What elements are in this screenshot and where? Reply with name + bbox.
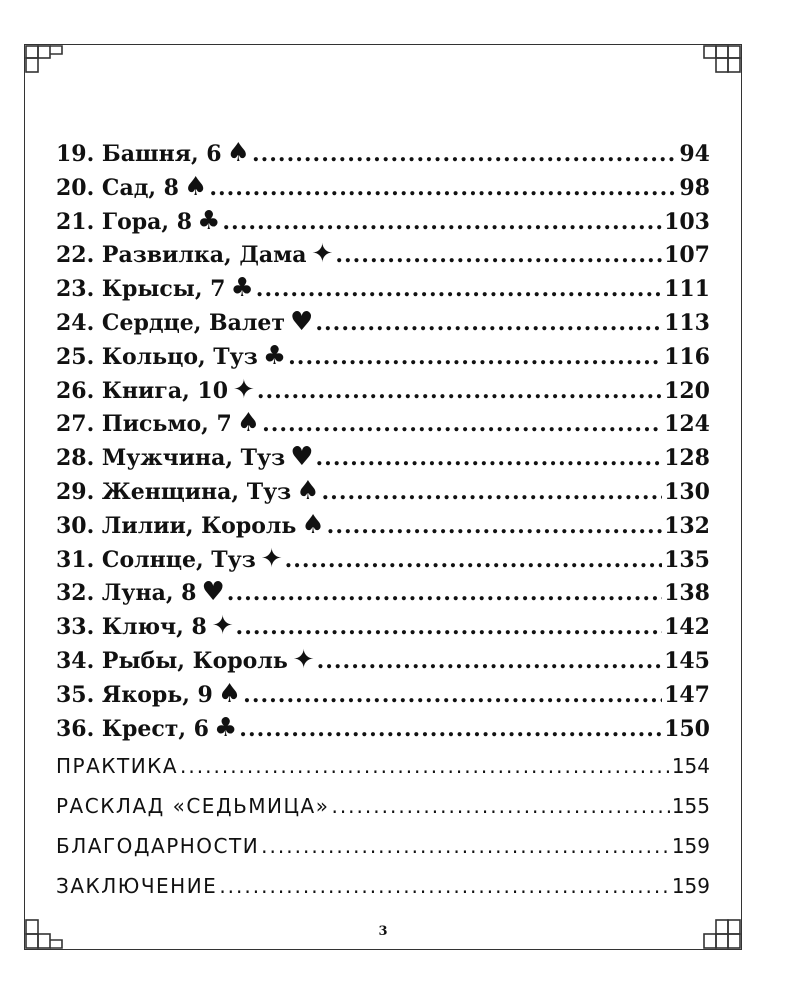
corner-ornament-icon [702,44,742,76]
toc-entry[interactable] [56,273,710,307]
suit-icon: ♠ [296,475,320,506]
section-list [56,746,710,906]
suit-icon: ♣ [197,205,221,236]
dot-leader [317,645,663,679]
entry-title: 30. Лилии, Король [56,512,297,539]
entry-page: 147 [664,681,710,708]
dot-leader [227,577,662,611]
toc-entry[interactable] [56,375,710,409]
section-title: БЛАГОДАРНОСТИ [56,834,260,859]
section-page: 159 [671,874,710,899]
entry-page: 113 [664,309,710,336]
toc-entry[interactable] [56,544,710,578]
dot-leader [222,206,662,240]
section-page: 154 [671,754,710,779]
entry-title: 36. Крест, 6 [56,715,209,742]
entry-page: 120 [664,377,710,404]
table-of-contents [56,138,710,906]
entry-page: 128 [664,445,710,472]
suit-icon: ✦ [292,644,315,675]
entry-page: 145 [664,647,710,674]
suit-icon: ✦ [260,543,283,574]
entry-page: 150 [664,715,710,742]
dot-leader [180,746,670,786]
toc-entry[interactable] [56,341,710,375]
entry-page: 132 [664,512,710,539]
section-title: РАСКЛАД «СЕДЬМИЦА» [56,794,330,819]
entry-page: 111 [664,276,710,303]
entry-title: 33. Ключ, 8 [56,614,207,641]
corner-ornament-icon [24,44,64,76]
dot-leader [256,273,662,307]
dot-leader [322,476,663,510]
entry-title: 19. Башня, 6 [56,141,222,167]
toc-entry[interactable] [56,713,710,747]
toc-entry[interactable] [56,679,710,713]
dot-leader [257,375,662,409]
chapter-list [56,138,710,746]
suit-icon: ✦ [233,374,255,405]
entry-page: 107 [664,242,710,269]
dot-leader [239,713,662,747]
suit-icon: ♥ [201,577,225,608]
toc-section[interactable] [56,826,710,866]
toc-section[interactable] [56,866,710,906]
entry-title: 31. Солнце, Туз [56,546,256,573]
entry-title: 20. Сад, 8 [56,174,179,201]
entry-title: 22. Развилка, Дама [56,242,307,269]
entry-page: 142 [664,614,710,641]
dot-leader [209,172,677,206]
section-page: 159 [671,834,710,859]
dot-leader [236,611,663,645]
toc-entry[interactable] [56,510,710,544]
entry-title: 23. Крысы, 7 [56,276,226,303]
entry-title: 25. Кольцо, Туз [56,343,258,370]
toc-entry[interactable] [56,577,710,611]
suit-icon: ♣ [262,340,287,371]
toc-section[interactable] [56,746,710,786]
suit-icon: ♣ [230,273,254,304]
dot-leader [315,307,662,341]
section-title: ЗАКЛЮЧЕНИЕ [56,874,218,899]
entry-title: 34. Рыбы, Король [56,647,288,674]
toc-entry[interactable] [56,172,710,206]
page-number: 3 [378,924,388,939]
dot-leader [219,866,669,906]
entry-title: 35. Якорь, 9 [56,681,213,708]
section-title: ПРАКТИКА [56,754,179,779]
entry-page: 94 [679,141,710,167]
entry-page: 135 [664,546,710,573]
entry-page: 98 [679,174,710,201]
suit-icon: ✦ [311,239,334,270]
dot-leader [261,826,670,866]
dot-leader [335,239,662,273]
suit-icon: ♥ [290,442,314,473]
entry-title: 32. Луна, 8 [56,580,197,607]
entry-page: 130 [664,478,710,505]
toc-entry[interactable] [56,206,710,240]
suit-icon: ♠ [226,138,250,168]
entry-page: 124 [664,411,710,438]
toc-entry[interactable] [56,645,710,679]
entry-title: 27. Письмо, 7 [56,411,232,438]
dot-leader [285,544,662,578]
entry-title: 28. Мужчина, Туз [56,445,286,472]
suit-icon: ♠ [184,171,208,202]
entry-page: 116 [664,343,710,370]
entry-title: 21. Гора, 8 [56,208,193,235]
toc-entry[interactable] [56,442,710,476]
toc-entry[interactable] [56,307,710,341]
entry-title: 26. Книга, 10 [56,377,229,404]
toc-section[interactable] [56,786,710,826]
toc-entry[interactable] [56,138,710,172]
suit-icon: ♠ [217,678,242,709]
entry-title: 24. Сердце, Валет [56,309,286,336]
suit-icon: ♣ [213,712,238,743]
toc-entry[interactable] [56,408,710,442]
suit-icon: ♠ [301,509,325,540]
suit-icon: ♠ [236,408,261,439]
dot-leader [252,138,677,172]
section-page: 155 [671,794,710,819]
dot-leader [331,786,669,826]
entry-page: 138 [664,580,710,607]
dot-leader [262,408,662,442]
dot-leader [243,679,662,713]
dot-leader [316,442,663,476]
suit-icon: ♥ [290,306,314,337]
suit-icon: ✦ [211,611,234,642]
dot-leader [288,341,662,375]
entry-title: 29. Женщина, Туз [56,478,292,505]
dot-leader [327,510,662,544]
toc-entry[interactable] [56,476,710,510]
toc-entry[interactable] [56,239,710,273]
toc-entry[interactable] [56,611,710,645]
entry-page: 103 [664,208,710,235]
